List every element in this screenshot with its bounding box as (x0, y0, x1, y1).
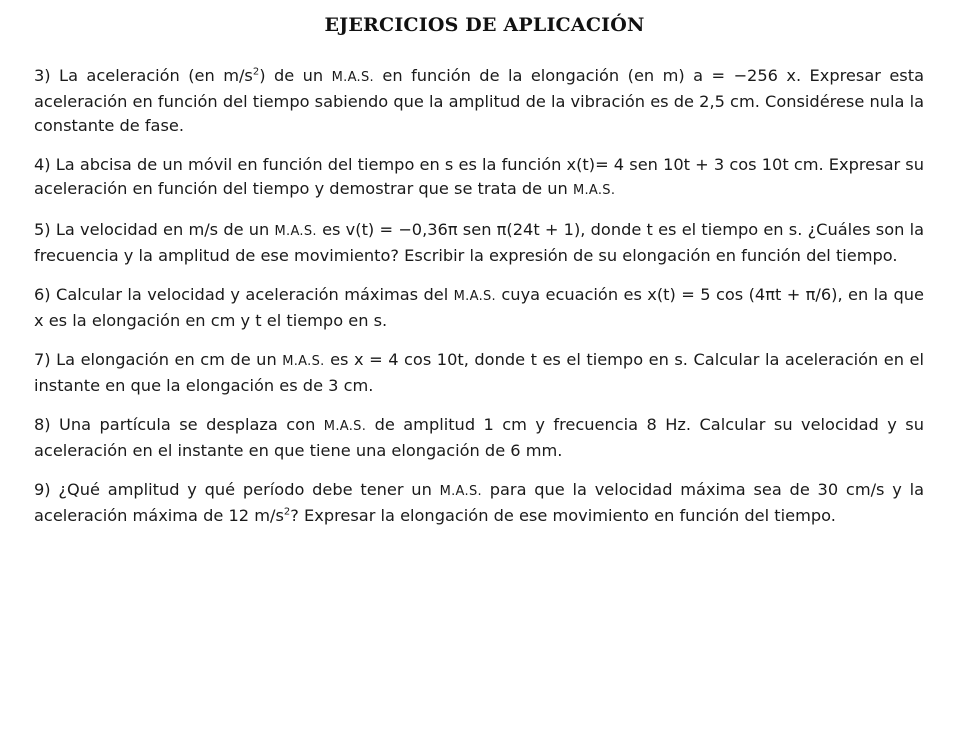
page-title: EJERCICIOS DE APLICACIÓN (324, 14, 645, 36)
exercise-text: 3) La aceleración (en m/s (34, 66, 253, 85)
exercise-text: 9) ¿Qué amplitud y qué período debe tener un (34, 480, 440, 499)
mas-abbreviation: M.A.S. (274, 224, 317, 239)
superscript: 2 (252, 66, 260, 78)
exercise-text: es x = 4 cos 10t, donde t es el tiempo en s. Calcular la aceleración en el instante en que la elongación es de 3 cm. (34, 350, 924, 395)
mas-abbreviation: M.A.S. (439, 484, 482, 499)
exercise-3 (34, 64, 924, 138)
exercise-text: 8) Una partícula se desplaza con (34, 415, 324, 434)
exercise-text: 7) La elongación en cm de un (34, 350, 283, 369)
exercise-text: es v(t) = −0,36π sen π(24t + 1), donde t es el tiempo en s. ¿Cuáles son la frecuencia y la amplitud de ese movimiento? Escribir la expresión de su elongación en función del tiempo. (34, 220, 924, 265)
mas-abbreviation: M.A.S. (572, 183, 616, 198)
exercise-7 (34, 348, 924, 398)
exercise-text: ? Expresar la elongación de ese movimiento en función del tiempo. (290, 506, 836, 525)
exercise-text: 5) La velocidad en m/s de un (34, 220, 275, 239)
exercise-text: 4) La abcisa de un móvil en función del tiempo en s es la función x(t)= 4 sen 10t + 3 cos 10t cm. Expresar su aceleración en función del tiempo y demostrar que se trata de un (34, 155, 924, 198)
superscript: 2 (283, 506, 291, 518)
exercise-text: cuya ecuación es x(t) = 5 cos (4πt + π/6), en la que x es la elongación en cm y t el tiempo en s. (34, 285, 925, 330)
exercise-text: 6) Calcular la velocidad y aceleración máximas del (34, 285, 454, 304)
mas-abbreviation: M.A.S. (323, 419, 367, 434)
exercise-text: para que la velocidad máxima sea de 30 cm/s y la aceleración máxima de 12 m/s (34, 480, 924, 525)
exercise-text: de amplitud 1 cm y frecuencia 8 Hz. Calcular su velocidad y su aceleración en el instante en que tiene una elongación de 6 mm. (34, 415, 924, 460)
exercise-9 (34, 478, 924, 528)
mas-abbreviation: M.A.S. (331, 70, 374, 85)
exercise-list (34, 64, 924, 543)
exercise-text: en función de la elongación (en m) a = −256 x. Expresar esta aceleración en función del tiempo sabiendo que la amplitud de la vibración es de 2,5 cm. Considérese nula la constante de fase. (34, 66, 924, 135)
exercise-8 (34, 413, 924, 463)
mas-abbreviation: M.A.S. (282, 354, 325, 369)
exercise-5 (34, 218, 924, 268)
exercise-text: ) de un (259, 66, 332, 85)
mas-abbreviation: M.A.S. (453, 289, 496, 304)
exercise-4 (34, 153, 924, 203)
exercise-6 (34, 283, 924, 333)
